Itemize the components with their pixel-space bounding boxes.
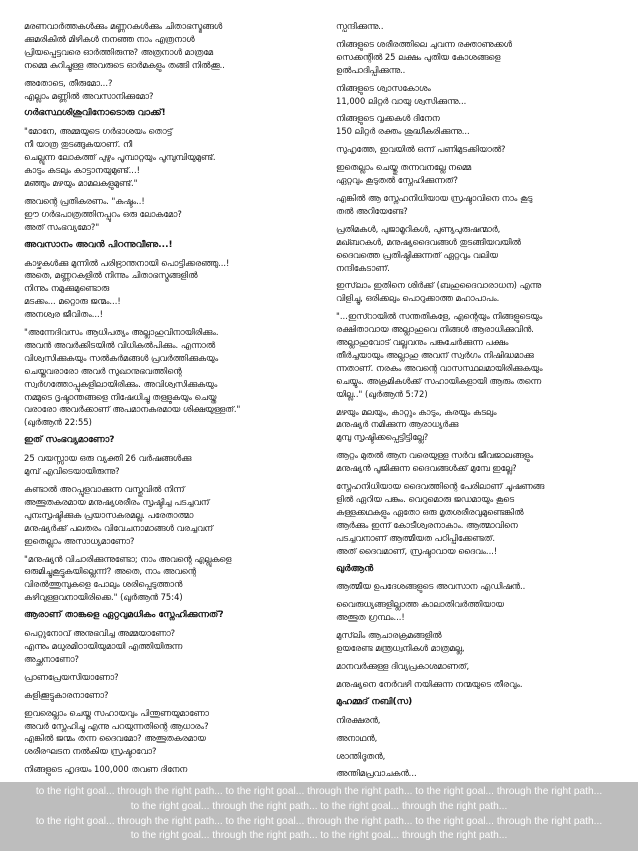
paragraph: മഴയും മലയും, കാറ്റും കാടും, കരയും കടലും മനുഷ്യർ നമിക്കുന്ന ആരാധ്യർക്കു മുമ്പു സൃഷ്ടിക്കപ്പെട്ടിട്ടില്ലേ? <box>336 406 497 443</box>
paragraph: അവന്റെ പ്രതികരണം. "കഷ്ടം..! ഈ ഗർഭപാത്രത്തിനപ്പുറം ഒരു ലോകമോ? അത് സംഭവ്യമോ?" <box>24 195 182 232</box>
paragraph: മനുഷ്യനെ നേർവഴി നയിക്കുന്ന നന്മയുടെ തീരവും. <box>336 678 523 689</box>
paragraph: നിങ്ങളുടെ വൃക്കകൾ ദിനേന 150 ലിറ്റർ രക്തം ശുദ്ധീകരിക്കുന്നു... <box>336 113 470 137</box>
paragraph: കളിക്കൂട്ടുകാരനാണോ? <box>24 689 109 700</box>
paragraph: നിരക്ഷരൻ, <box>336 714 381 725</box>
paragraph: സ്പന്ദിക്കുന്നു.. <box>336 21 384 31</box>
paragraph: കണ്ടാൽ അറപ്പുളവാക്കുന്ന വസ്തുവിൽ നിന്ന് അത്ഭുതകരമായ മനുഷ്യശരീരം സൃഷ്ടിച്ച പടച്ചവന് പുനഃസൃഷ്ടിക്കുക പ്രയാസകരമല്ല. പരേതാത്മാ മനുഷ്യർക്ക് പലതരം വിവേചനാമാങ്ങൾ വരച്ചവന് ഇതെല്ലാം അസാധ്യമാണോ? <box>24 484 213 546</box>
paragraph: ഇവരെല്ലാം ചെയ്ത സഹായവും പിന്തുണയുമാണോ അവർ സ്നേഹിച്ചു എന്നു പറയുന്നതിന്റെ ആധാരം? എങ്കിൽ ജന്മം തന്ന ദൈവമോ? അത്ഭുതകരമായ ശരീരഘടന നൽകിയ സ്രഷ്ടാവോ? <box>24 707 209 757</box>
footer-line: to the right goal... through the right path... to the right goal... through the right path... to the right goal... through the right path... <box>35 786 603 797</box>
paragraph: അനാഥൻ, <box>336 732 378 743</box>
paragraph: "മോനേ, അമ്മയുടെ ഗർഭാശയം തൊട്ട് നീ യാത്ര തുടങ്ങുകയാണ്. നീ ചെല്ലുന്ന ലോകത്ത് പുഴും പൂമ്പാറ്റയും പൂമ്പുമ്പിയുമുണ്ട്. കാടും കടലും കാട്ടാനയുമുണ്ട്...! മഞ്ഞും മഴയും മാമലകളുമുണ്ട്." <box>24 126 216 188</box>
section-heading: അവസാനം അവൻ പിറന്നുവീണു...! <box>24 239 173 250</box>
footer-line: to the right goal... through the right path... to the right goal... through the right path... <box>130 830 508 842</box>
paragraph: ആറ്റം മുതൽ ആന വരെയുള്ള സർവ ജീവജാലങ്ങളും മനുഷ്യൻ പൂജിക്കുന്ന ദൈവങ്ങൾക്ക് മുമ്പേ ഇല്ലേ? <box>336 450 534 474</box>
paragraph: ഇതെല്ലാം ചെയ്തു തന്നവനല്ലേ നമ്മെ ഏറ്റവും കൂടുതൽ സ്നേഹിക്കുന്നത്? <box>336 162 472 186</box>
section-heading: മുഹമ്മദ് നബി(സ) <box>336 696 413 707</box>
paragraph: കാഴ്ചകൾക്കു മുന്നിൽ പരിഭ്രാന്തനായി പൊട്ടിക്കരഞ്ഞു...! അതെ, മണ്ണറകളിൽ നിന്നും ചിതാഭസ്മങ്ങളിൽ നിന്നും നമുക്കുമുണ്ടൊരു മടക്കം... മറ്റൊരു ജന്മം...! അനശ്വര ജീവിതം...! <box>24 257 230 320</box>
left-column <box>24 20 314 781</box>
right-column <box>336 20 626 785</box>
paragraph: നിങ്ങളുടെ ശ്വാസകോശം 11,000 ലിറ്റർ വായു ശ്വസിക്കുന്നു... <box>336 82 467 106</box>
paragraph: മുസ്‌ലിം ആചാരക്രമങ്ങളിൽ ഉയരേണ്ട മന്ത്രധ്വനികൾ മാത്രമല്ല, <box>336 630 465 654</box>
footer-banner <box>0 782 638 851</box>
paragraph: "മനുഷ്യൻ വിചാരിക്കുന്നുണ്ടോ; നാം അവന്റെ എല്ലുകളെ ഒരുമിച്ചുകൂട്ടുകയില്ലെന്ന്? അതെ, നാം അവന്റെ വിരൽത്തുമ്പുകളെ പോലും ശരിപ്പെടുത്താൻ കഴിവുള്ളവനായിരിക്കെ." (ഖുർആൻ 75:4) <box>24 553 232 603</box>
paragraph: ആത്മീയ ഉപദേശങ്ങളുടെ അവസാന എഡിഷൻ.. <box>336 581 526 592</box>
paragraph: പ്രതിമകൾ, പുജാമൂറികൾ, പുണ്യപുരുഷന്മാർ, മഖ്ബറകൾ, മനുഷ്യദൈവങ്ങൾ തുടങ്ങിയവയിൽ ദൈവത്തെ പ്രതിഷ്ഠിക്കുന്നത് ഏറ്റവും വലിയ നന്ദികേടാണ്. <box>336 223 521 273</box>
paragraph: "അന്നേദിവസം ആധിപത്യം അല്ലാഹുവിനായിരിക്കും. അവൻ അവർക്കിടയിൽ വിധികൽപിക്കും. എന്നാൽ വിശ്വസിക്കുകയും സൽകർമങ്ങൾ പ്രവർത്തിക്കുകയും ചെയ്തവരാരോ അവർ സുഖാനുഭവത്തിന്റെ സ്വർഗത്തോപ്പുകളിലായിരിക്കും. അവിശ്വസിക്കുകയും നമ്മുടെ ദൃഷ്ടാന്തങ്ങളെ നിഷേധിച്ചു തള്ളുകയും ചെയ്ത വരാരോ അവർക്കാണ് അപമാനകരമായ ശിക്ഷയുള്ളത്." (ഖുർആൻ 22:55) <box>24 327 241 428</box>
paragraph: ശാന്തിദൂതൻ, <box>336 750 386 761</box>
paragraph: പ്രാണപ്രേയസിയാണോ? <box>24 671 119 682</box>
section-heading: ഇത് സംഭവ്യമാണോ? <box>24 435 115 446</box>
paragraph: അതോടെ, തീരുമോ...? എല്ലാം മണ്ണിൽ അവസാനിക്കുമോ? <box>24 77 154 101</box>
footer-line: to the right goal... through the right path... to the right goal... through the right path... <box>130 800 508 812</box>
paragraph: നിങ്ങളുടെ ശരീരത്തിലെ ചുവന്ന രക്താണുക്കൾ സെക്കന്റിൽ 25 ലക്ഷം പുതിയ കോശങ്ങളെ ഉൽപാദിപ്പിക്കുന്നു.. <box>336 38 512 75</box>
paragraph: "...ഇസ്റായിൽ സന്തതികളേ, എന്റെയും നിങ്ങളുടെയും രക്ഷിതാവായ അല്ലാഹുവെ നിങ്ങൾ ആരാധിക്കുവിൻ. അല്ലാഹുവോട് വല്ലവനും പങ്കുചേർക്കുന്ന പക്ഷം തീർച്ചയായും അല്ലാഹു അവന് സ്വർഗം നിഷിദ്ധമാക്കു ന്നതാണ്. നരകം അവന്റെ വാസസ്ഥലമായിരിക്കുകയും ചെയ്യും. അക്രമികൾക്ക് സഹായികളായി ആരും തന്നെ യില്ല.." (ഖുർആൻ 5:72) <box>336 311 543 399</box>
paragraph: മാനവർക്കുള്ള ദിവ്യപ്രകാശമാണത്, <box>336 660 470 671</box>
paragraph: വൈരുധ്യങ്ങളില്ലാത്ത കാലാതിവർത്തിയായ അത്ഭുത ഗ്രന്ഥം...! <box>336 599 504 623</box>
paragraph: സ്നേഹനിധിയായ ദൈവത്തിന്റെ പേരിലാണ് ചൂഷണങ്ങ ളിൽ ഏറിയ പങ്കും. വെറുമൊരു ജഡമായും കൂടെ കള്ളക്കഥകളും ഏതോ ഒരു മൃതശരീരവുമുണ്ടെങ്കിൽ ആർക്കും ഇന്ന് കോടീശ്വരനാകാം. ആത്മാവിനെ പടച്ചവനാണ് ആത്മീയത പഠിപ്പിക്കേണ്ടത്. അത് ദൈവമാണ്, സ്രഷ്ടാവായ ദൈവം...! <box>336 481 545 556</box>
paragraph: പെറ്റുനോവ് അനുഭവിച്ച അമ്മയാണോ? എന്നും മധുരമിഠായിയുമായി എത്തിയിരുന്ന അച്ഛനാണോ? <box>24 628 183 664</box>
paragraph: 25 വയസ്സായ ഒരു വ്യക്തി 26 വർഷങ്ങൾക്കു മുമ്പ് എവിടെയായിരുന്നു? <box>24 453 192 477</box>
paragraph: എങ്കിൽ ആ സ്നേഹനിധിയായ സ്രഷ്ടാവിനെ നാം കൂടു തൽ അറിയേണ്ടേ? <box>336 192 533 216</box>
section-heading: ഖുർആൻ <box>336 563 374 574</box>
paragraph: മരണവാർത്തകൾക്കും മണ്ണറകൾക്കും ചിതാഭസ്മങ്ങൾ ക്കുമരികിൽ മിഴികൾ നനഞ്ഞ നാം എത്രനാൾ പ്രിയപ്പെട്ടവരെ ഓർത്തിരുന്നു? അത്രനാൾ മാത്രമേ നമ്മെ കുറിച്ചുള്ള അവരുടെ ഓർമകളും തങ്ങി നിൽക്കൂ.. <box>24 21 225 70</box>
paragraph: സുഹൃത്തേ, ഇവയിൽ ഒന്ന് പണിമുടക്കിയാൽ? <box>336 144 506 155</box>
section-heading: ആരാണ് താങ്കളെ ഏറ്റവുമധികം സ്നേഹിക്കുന്നത്? <box>24 610 224 621</box>
paragraph: ഇസ്‌ലാം ഇതിനെ ശിർക്ക് (ബഹുദൈവാരാധന) എന്നു വിളിച്ചു, ഒരിക്കലും പൊറുക്കാത്ത മഹാപാപം. <box>336 280 541 304</box>
footer-line: to the right goal... through the right path... to the right goal... through the right path... to the right goal... through the right path... <box>35 815 603 827</box>
paragraph: നിങ്ങളുടെ ഹൃദയം 100,000 തവണ ദിനേന <box>24 764 188 775</box>
section-heading: ഗർഭസ്ഥശിശുവിനോടൊരു വാക്ക്! <box>24 108 166 119</box>
paragraph: അന്തിമപ്രവാചകൻ... <box>336 768 417 779</box>
